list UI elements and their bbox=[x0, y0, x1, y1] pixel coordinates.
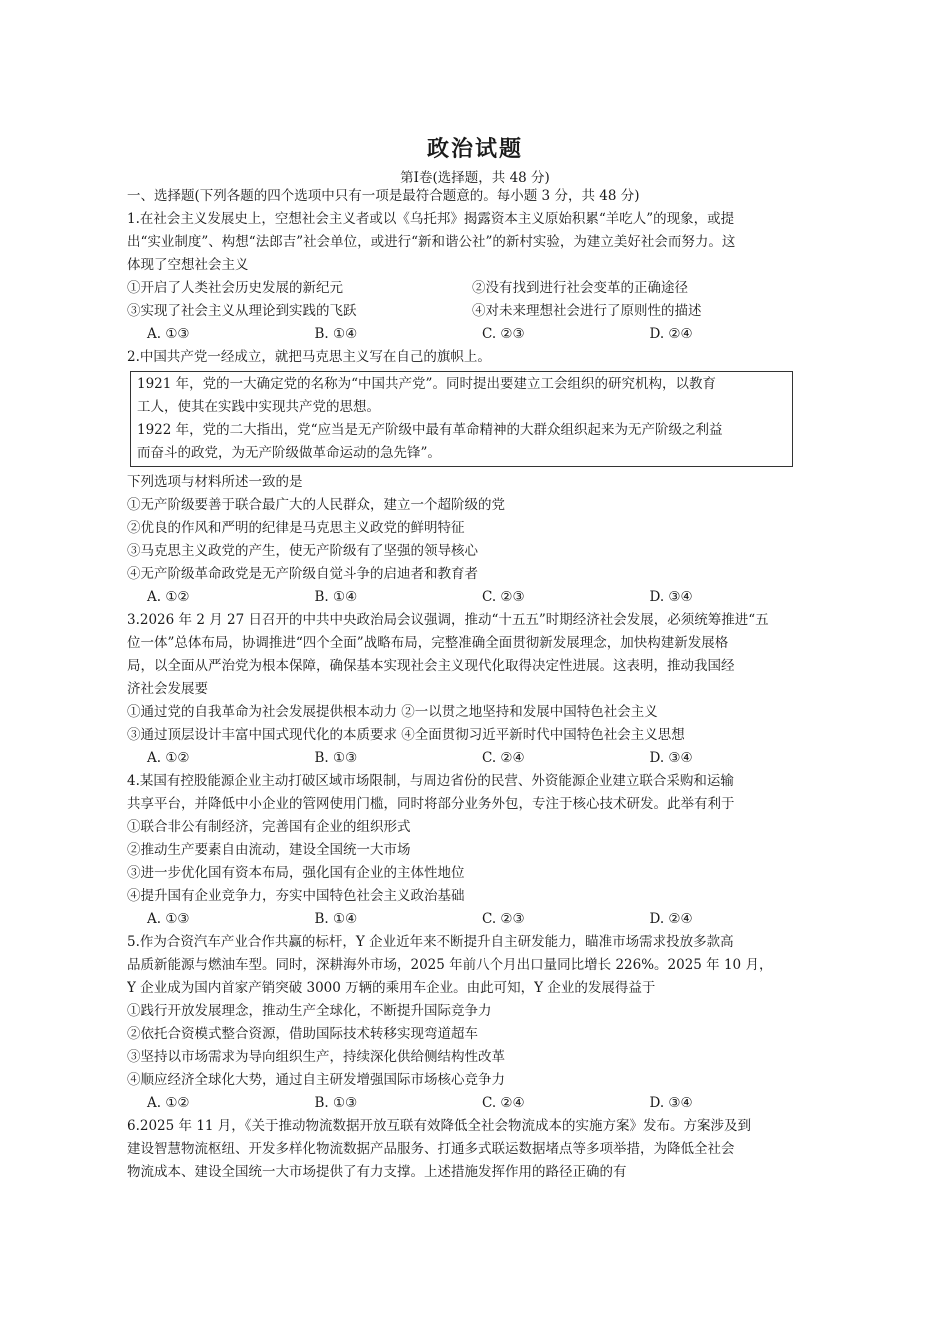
question-stem-line: 济社会发展要 bbox=[127, 681, 208, 697]
choice-c: C. ②④ bbox=[482, 750, 525, 766]
material-line: 1922 年，党的二大指出，党“应当是无产阶级中最有革命精神的大群众组织起来为无产阶级之利益 bbox=[137, 422, 723, 438]
choice-d: D. ③④ bbox=[649, 1095, 693, 1111]
option-item: ①践行开放发展理念，推动生产全球化，不断提升国际竞争力 bbox=[127, 1003, 492, 1019]
question-stem-line: 1.在社会主义发展史上，空想社会主义者或以《乌托邦》揭露资本主义原始积累“羊吃人”的现象，或提 bbox=[127, 211, 735, 227]
question-stem-line: 6.2025 年 11 月，《关于推动物流数据开放互联有效降低全社会物流成本的实施方案》发布。方案涉及到 bbox=[127, 1118, 752, 1134]
choice-b: B. ①④ bbox=[314, 589, 358, 605]
option-item: ③马克思主义政党的产生，使无产阶级有了坚强的领导核心 bbox=[127, 543, 478, 559]
answer-choices bbox=[127, 747, 817, 770]
question-prompt: 下列选项与材料所述一致的是 bbox=[127, 474, 303, 490]
option-item: ②优良的作风和严明的纪律是马克思主义政党的鲜明特征 bbox=[127, 520, 465, 536]
material-line: 工人，使其在实践中实现共产党的思想。 bbox=[137, 399, 380, 415]
question-stem-line: 物流成本、建设全国统一大市场提供了有力支撑。上述措施发挥作用的路径正确的有 bbox=[127, 1164, 627, 1180]
choice-d: D. ③④ bbox=[649, 589, 693, 605]
question-stem-line: 局，以全面从严治党为根本保障，确保基本实现社会主义现代化取得决定性进展。这表明，推动我国经 bbox=[127, 658, 735, 674]
material-box bbox=[130, 371, 793, 467]
material-line: 1921 年，党的一大确定党的名称为“中国共产党”。同时提出要建立工会组织的研究机构，以教育 bbox=[137, 376, 716, 392]
question-stem-line: 位一体”总体布局，协调推进“四个全面”战略布局，完整准确全面贯彻新发展理念，加快构建新发展格 bbox=[127, 635, 729, 651]
choice-a: A. ①② bbox=[147, 750, 190, 766]
choice-c: C. ②③ bbox=[482, 326, 525, 342]
question-5 bbox=[127, 931, 817, 1115]
choice-d: D. ③④ bbox=[649, 750, 693, 766]
option-item: ④提升国有企业竞争力，夯实中国特色社会主义政治基础 bbox=[127, 888, 465, 904]
option-item: ①无产阶级要善于联合最广大的人民群众，建立一个超阶级的党 bbox=[127, 497, 505, 513]
question-stem-line: 出“实业制度”、构想“法郎吉”社会单位，或进行“新和谐公社”的新村实验，为建立美好社会而努力。这 bbox=[127, 234, 736, 250]
option-item: ④顺应经济全球化大势，通过自主研发增强国际市场核心竞争力 bbox=[127, 1072, 505, 1088]
choice-a: A. ①③ bbox=[147, 911, 190, 927]
option-row bbox=[127, 277, 817, 300]
choice-b: B. ①③ bbox=[314, 1095, 358, 1111]
option-row bbox=[127, 300, 817, 323]
material-line: 而奋斗的政党，为无产阶级做革命运动的急先锋”。 bbox=[137, 445, 441, 461]
choice-c: C. ②③ bbox=[482, 911, 525, 927]
option-item: ③实现了社会主义从理论到实践的飞跃 bbox=[127, 303, 357, 319]
answer-choices bbox=[127, 908, 817, 931]
question-stem-line: 品质新能源与燃油车型。同时，深耕海外市场，2025 年前八个月出口量同比增长 226%。2025 年 10 月， bbox=[127, 957, 773, 973]
choice-c: C. ②④ bbox=[482, 1095, 525, 1111]
option-item: ②推动生产要素自由流动，建设全国统一大市场 bbox=[127, 842, 411, 858]
choice-b: B. ①④ bbox=[314, 911, 358, 927]
exam-content bbox=[127, 185, 817, 1184]
question-4 bbox=[127, 770, 817, 931]
option-item: ②依托合资模式整合资源，借助国际技术转移实现弯道超车 bbox=[127, 1026, 478, 1042]
question-6 bbox=[127, 1115, 817, 1184]
option-item: ①开启了人类社会历史发展的新纪元 bbox=[127, 280, 343, 296]
question-stem-line: 3.2026 年 2 月 27 日召开的中共中央政治局会议强调，推动“十五五”时期经济社会发展，必须统筹推进“五 bbox=[127, 612, 769, 628]
question-stem-line: 体现了空想社会主义 bbox=[127, 257, 249, 273]
question-stem-line: 2.中国共产党一经成立，就把马克思主义写在自己的旗帜上。 bbox=[127, 349, 491, 365]
option-item: ③进一步优化国有资本布局，强化国有企业的主体性地位 bbox=[127, 865, 465, 881]
answer-choices bbox=[127, 1092, 817, 1115]
answer-choices bbox=[127, 323, 817, 346]
option-item: ①通过党的自我革命为社会发展提供根本动力 ②一以贯之地坚持和发展中国特色社会主义 bbox=[127, 704, 658, 720]
choice-b: B. ①④ bbox=[314, 326, 358, 342]
option-item: ④对未来理想社会进行了原则性的描述 bbox=[472, 303, 702, 319]
page-subtitle: 第Ⅰ卷(选择题，共 48 分) bbox=[400, 170, 550, 186]
section-heading: 一、选择题(下列各题的四个选项中只有一项是最符合题意的。每小题 3 分，共 48 分) bbox=[127, 188, 640, 204]
choice-d: D. ②④ bbox=[649, 911, 693, 927]
question-2 bbox=[127, 346, 817, 609]
option-item: ③通过顶层设计丰富中国式现代化的本质要求 ④全面贯彻习近平新时代中国特色社会主义思想 bbox=[127, 727, 685, 743]
choice-a: A. ①② bbox=[147, 1095, 190, 1111]
choice-b: B. ①③ bbox=[314, 750, 358, 766]
question-stem-line: 4.某国有控股能源企业主动打破区域市场限制，与周边省份的民营、外资能源企业建立联合采购和运输 bbox=[127, 773, 734, 789]
question-stem-line: 5.作为合资汽车产业合作共赢的标杆，Y 企业近年来不断提升自主研发能力，瞄准市场需求投放多款高 bbox=[127, 934, 734, 950]
option-item: ④无产阶级革命政党是无产阶级自觉斗争的启迪者和教育者 bbox=[127, 566, 478, 582]
answer-choices bbox=[127, 586, 817, 609]
choice-c: C. ②③ bbox=[482, 589, 525, 605]
question-stem-line: Y 企业成为国内首家产销突破 3000 万辆的乘用车企业。由此可知，Y 企业的发展得益于 bbox=[127, 980, 656, 996]
option-item: ②没有找到进行社会变革的正确途径 bbox=[472, 280, 688, 296]
option-item: ①联合非公有制经济，完善国有企业的组织形式 bbox=[127, 819, 411, 835]
page-title: 政治试题 bbox=[426, 137, 523, 162]
question-1 bbox=[127, 208, 817, 346]
question-3 bbox=[127, 609, 817, 770]
question-stem-line: 共享平台，并降低中小企业的管网使用门槛，同时将部分业务外包，专注于核心技术研发。此举有利于 bbox=[127, 796, 735, 812]
option-item: ③坚持以市场需求为导向组织生产，持续深化供给侧结构性改革 bbox=[127, 1049, 505, 1065]
choice-a: A. ①② bbox=[147, 589, 190, 605]
question-stem-line: 建设智慧物流枢纽、开发多样化物流数据产品服务、打通多式联运数据堵点等多项举措，为降低全社会 bbox=[127, 1141, 735, 1157]
choice-d: D. ②④ bbox=[649, 326, 693, 342]
choice-a: A. ①③ bbox=[147, 326, 190, 342]
